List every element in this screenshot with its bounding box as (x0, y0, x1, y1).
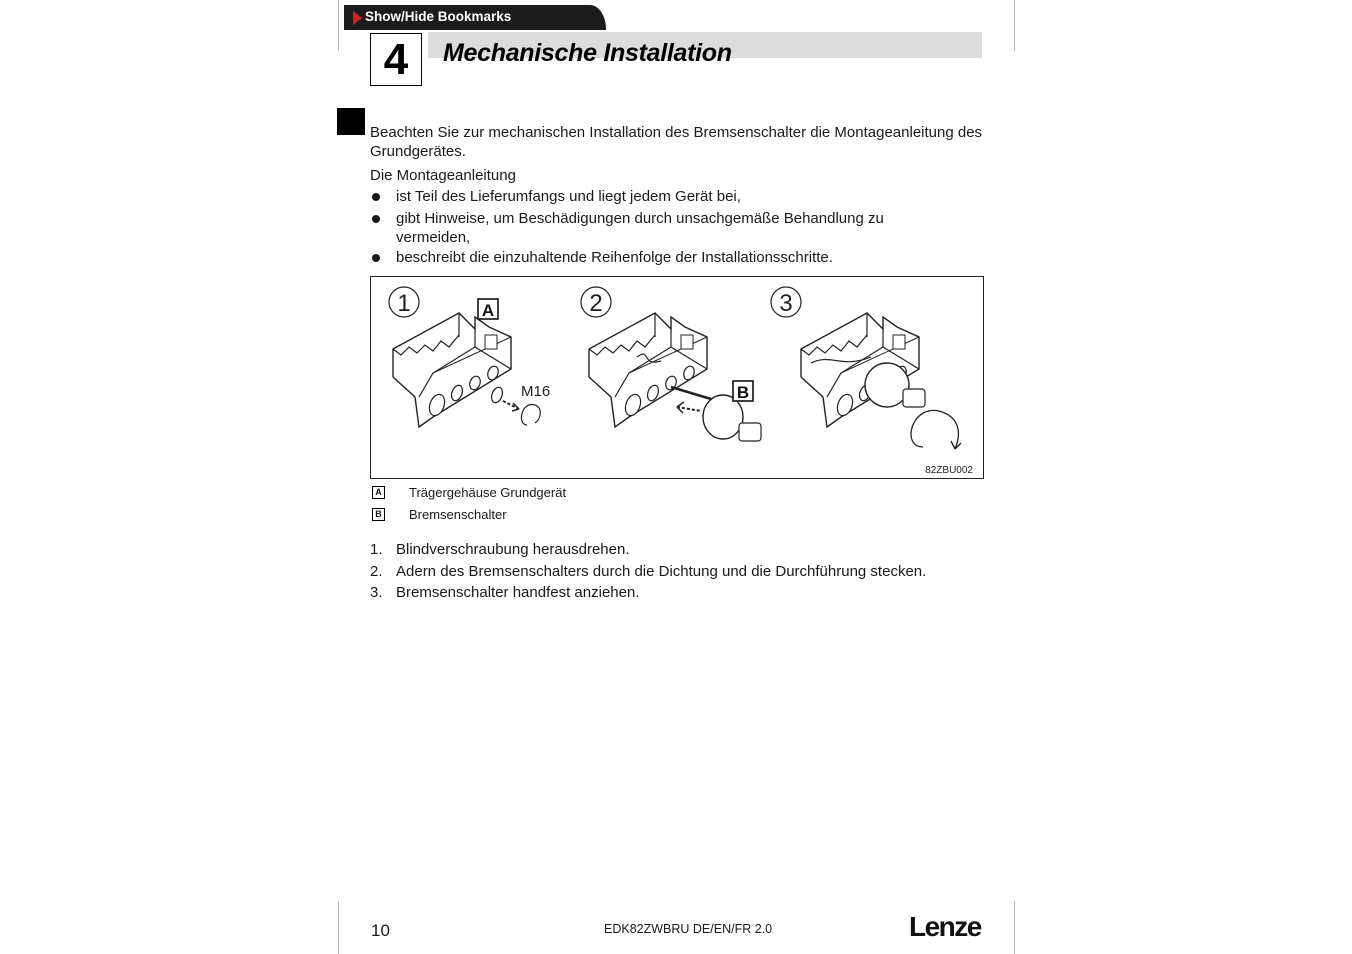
list-item-text: ist Teil des Lieferumfangs und liegt jedem Gerät bei, (396, 188, 741, 205)
step-text: Adern des Bremsenschalters durch die Dichtung und die Durchführung stecken. (396, 563, 927, 580)
marker-b-label: B (736, 383, 750, 402)
page-number: 10 (371, 921, 390, 940)
installation-illustration (371, 277, 983, 478)
legend-key: B (372, 508, 385, 521)
legend-text: Trägergehäuse Grundgerät (409, 485, 567, 500)
list-item-text: gibt Hinweise, um Beschädigungen durch unsachgemäße Behandlung zu vermeiden, (396, 210, 884, 246)
page-edge-right-bottom (1014, 902, 1015, 954)
legend-text: Bremsenschalter (409, 507, 507, 522)
step-number: 3. (370, 584, 383, 601)
play-arrow-icon (353, 11, 362, 25)
page-edge-left-bottom (338, 902, 339, 954)
step-text: Bremsenschalter handfest anziehen. (396, 584, 640, 601)
bullet-icon (372, 254, 380, 262)
brand-logo: Lenze (909, 911, 981, 942)
section-marker (337, 108, 365, 135)
intro-paragraph: Beachten Sie zur mechanischen Installation des Bremsenschalter die Montageanleitung des Grundgerätes. (370, 124, 983, 160)
rotate-arrow-icon (911, 410, 958, 449)
step-label-3: 3 (779, 290, 793, 317)
figure-id: 82ZBU002 (925, 465, 973, 476)
chapter-number: 4 (370, 33, 422, 86)
bookmarks-label: Show/Hide Bookmarks (365, 9, 512, 24)
page-edge-right-top (1014, 0, 1015, 50)
step-number: 2. (370, 563, 383, 580)
step-number: 1. (370, 541, 383, 558)
step-text: Blindverschraubung herausdrehen. (396, 541, 630, 558)
step-label-1: 1 (397, 290, 411, 317)
show-hide-bookmarks-button[interactable] (344, 5, 606, 30)
installation-figure (370, 276, 984, 479)
bullet-icon (372, 215, 380, 223)
list-item-text: beschreibt die einzuhaltende Reihenfolge der Installationsschritte. (396, 249, 833, 266)
bullet-icon (372, 193, 380, 201)
step-label-2: 2 (589, 290, 603, 317)
page-edge-left-top (338, 0, 339, 50)
chapter-title: Mechanische Installation (443, 39, 732, 67)
document-code: EDK82ZWBRU DE/EN/FR 2.0 (604, 922, 773, 936)
thread-label: M16 (521, 383, 551, 400)
manual-label: Die Montageanleitung (370, 167, 516, 184)
legend-key: A (372, 486, 385, 499)
marker-a-label: A (481, 301, 495, 320)
